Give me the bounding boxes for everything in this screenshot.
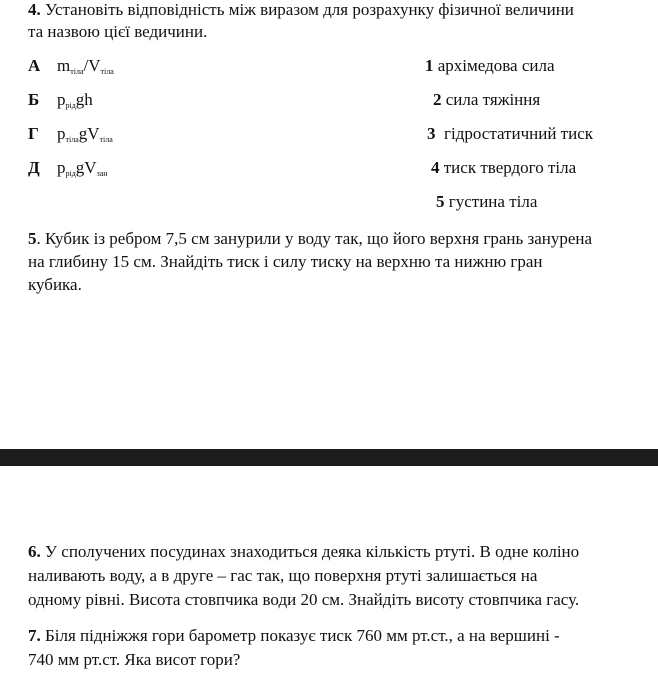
row-d-symbol-2: gV <box>75 158 97 177</box>
option-3-text: гідростатичний тиск <box>444 124 594 143</box>
option-1-text: архімедова сила <box>437 56 555 75</box>
q7-number: 7. <box>28 626 41 645</box>
q7-line2: 740 мм рт.ст. Яка висот гори? <box>28 650 241 669</box>
q4-line1 <box>28 0 574 20</box>
option-1 <box>425 56 555 76</box>
option-4 <box>431 158 576 178</box>
option-5-number: 5 <box>436 192 445 211</box>
row-b-letter: Б <box>28 90 40 109</box>
row-g-expression <box>57 124 113 144</box>
q6-line3: одному рівні. Висота стовпчика води 20 см. Знайдіть висоту стовпчика гасу. <box>28 590 580 609</box>
row-b-expression <box>57 90 93 110</box>
q6-line2: наливають воду, а в друге – гас так, що поверхня ртуті залишається на <box>28 566 538 585</box>
option-2 <box>433 90 540 110</box>
option-4-text: тиск твердого тіла <box>443 158 577 177</box>
option-3 <box>427 124 593 144</box>
row-a-expression <box>57 56 114 76</box>
q5-line1 <box>28 229 592 249</box>
row-g-sub-2: тіла <box>99 135 113 144</box>
option-5-text: густина тіла <box>448 192 538 211</box>
row-a-symbol-1: m <box>57 56 71 75</box>
row-d-sub-1: рід <box>65 169 76 178</box>
q5-line3: кубика. <box>28 275 82 294</box>
row-g-symbol-2: gV <box>78 124 100 143</box>
option-3-number: 3 <box>427 124 436 143</box>
option-5 <box>436 192 537 212</box>
q7-line1 <box>28 626 560 646</box>
divider-band <box>0 449 658 466</box>
row-d-sub-2: зан <box>96 169 108 178</box>
q4-text-1: Установіть відповідність між виразом для розрахунку фізичної величини <box>45 0 574 19</box>
option-1-number: 1 <box>425 56 434 75</box>
q6-text-1: У сполучених посудинах знаходиться деяка кількість ртуті. В одне коліно <box>40 542 580 561</box>
row-a-sub-2: тіла <box>100 67 114 76</box>
q7-text-1: Біля підніжжя гори барометр показує тиск 760 мм рт.ст., а на вершині - <box>40 626 560 645</box>
row-a-letter: А <box>28 56 41 75</box>
row-b-symbol-1: p <box>57 90 66 109</box>
row-g-letter: Г <box>28 124 39 143</box>
q5-line2: на глибину 15 см. Знайдіть тиск і силу тиску на верхню та нижню гран <box>28 252 543 271</box>
option-2-number: 2 <box>433 90 442 109</box>
q4-number: 4. <box>28 0 41 19</box>
q6-line1 <box>28 542 579 562</box>
q5-text-1: . Кубик із ребром 7,5 см занурили у воду так, що його верхня грань занурена <box>36 229 593 248</box>
option-4-number: 4 <box>431 158 440 177</box>
row-d-letter: Д <box>28 158 40 177</box>
row-a-symbol-2: /V <box>83 56 101 75</box>
q6-number: 6. <box>28 542 41 561</box>
row-b-sub-1: рід <box>65 101 76 110</box>
row-d-symbol-1: p <box>57 158 66 177</box>
row-g-symbol-1: p <box>57 124 66 143</box>
row-g-sub-1: тіла <box>65 135 79 144</box>
q4-line2: та назвою цієї ведичини. <box>28 22 208 41</box>
row-b-symbol-2: gh <box>75 90 93 109</box>
row-d-expression <box>57 158 108 178</box>
option-2-text: сила тяжіння <box>445 90 541 109</box>
row-a-sub-1: тіла <box>70 67 84 76</box>
q5-number: 5 <box>28 229 37 248</box>
